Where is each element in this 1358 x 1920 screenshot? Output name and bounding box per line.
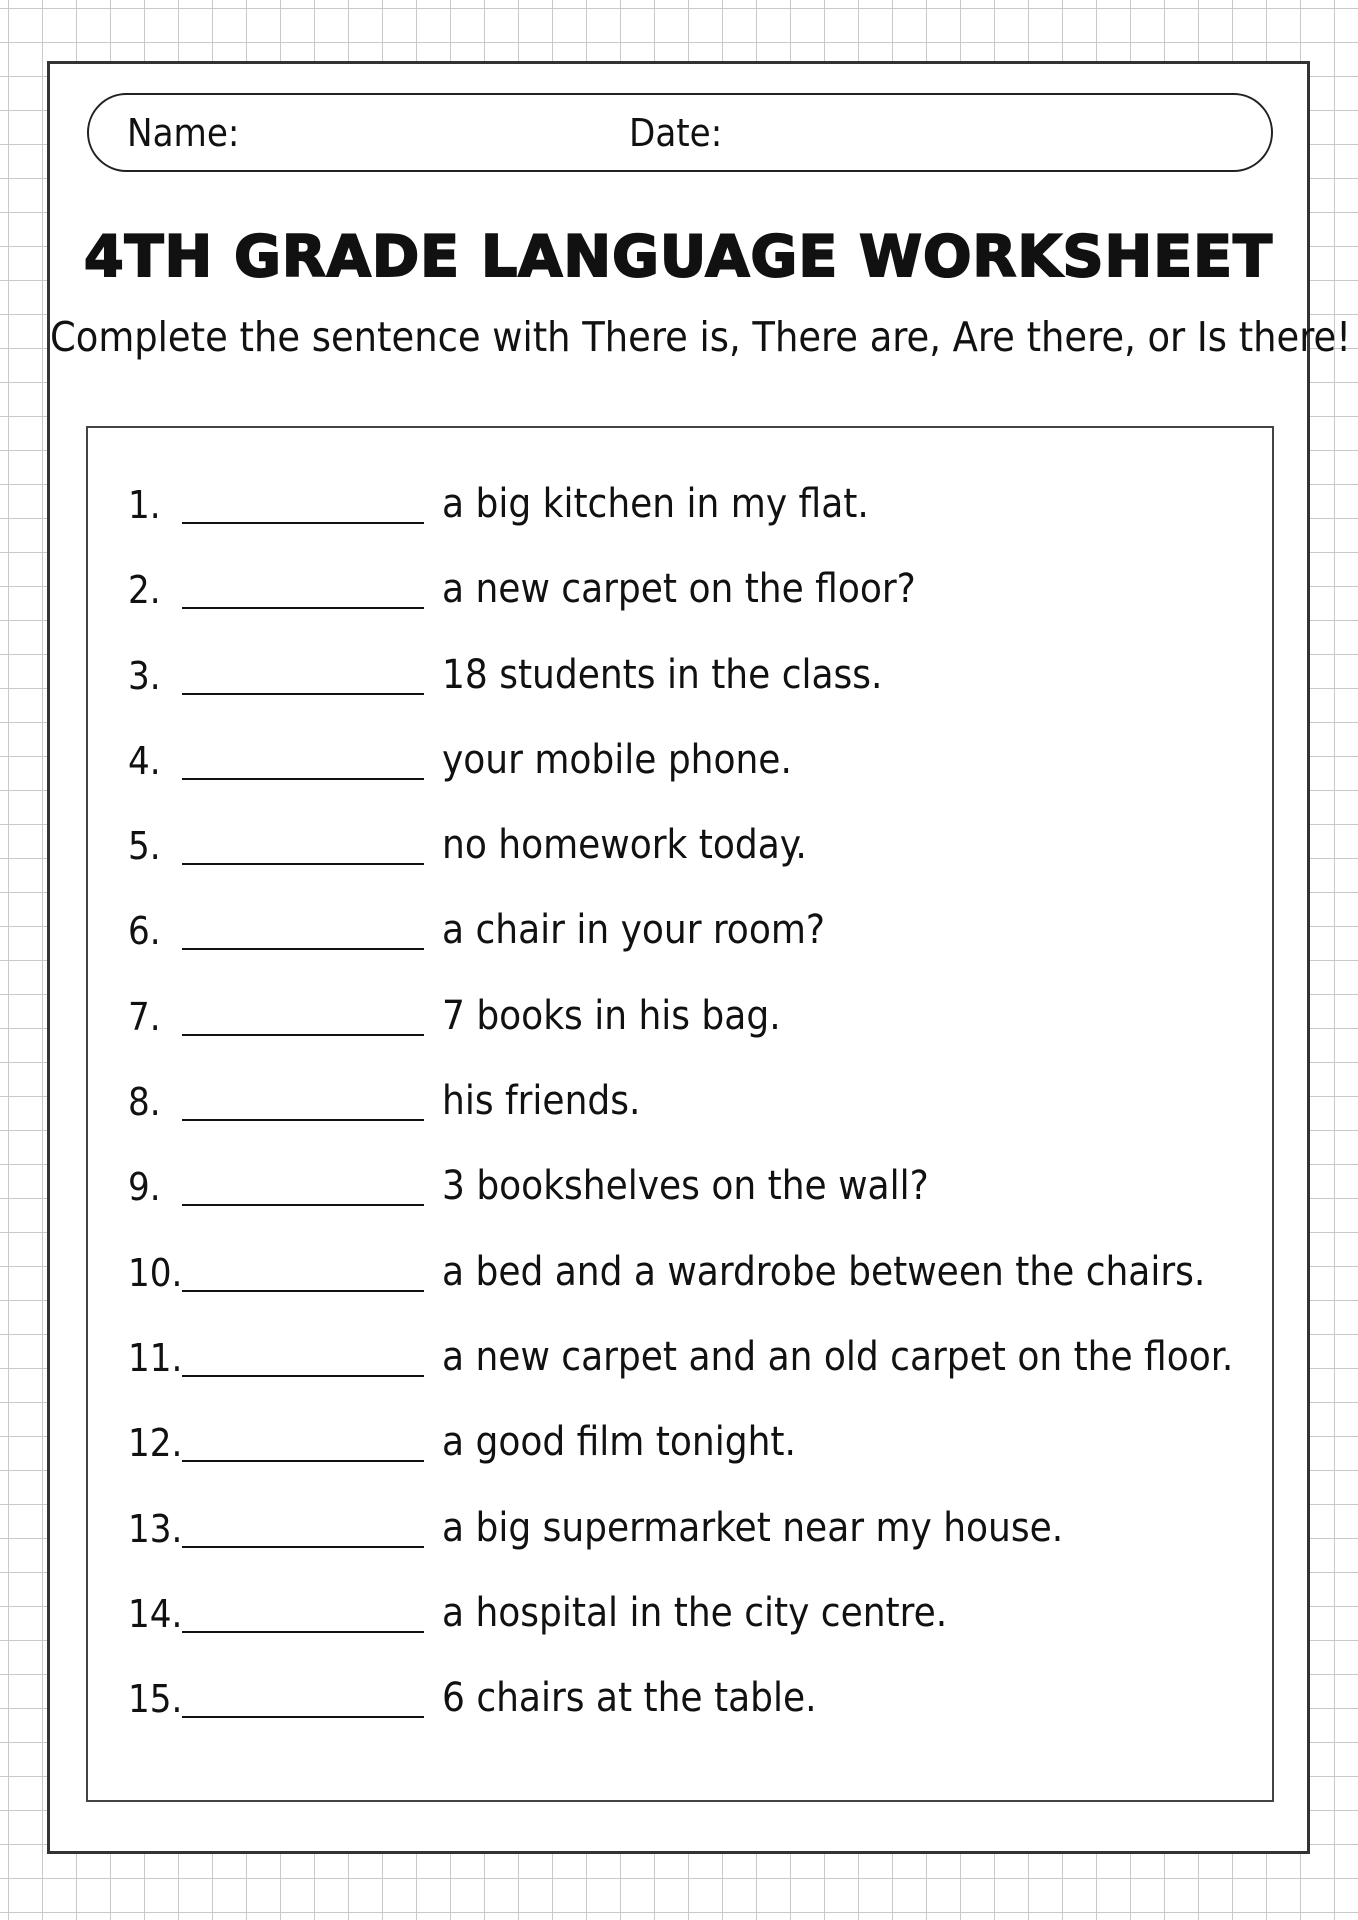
question-number: 10. (128, 1250, 183, 1295)
question-number: 9. (128, 1165, 161, 1210)
answer-blank[interactable] (182, 1631, 424, 1633)
answer-blank[interactable] (182, 1546, 424, 1548)
question-number: 13. (128, 1506, 183, 1551)
answer-blank[interactable] (182, 1716, 424, 1718)
question-text: a hospital in the city centre. (442, 1589, 948, 1636)
question-row (88, 553, 1272, 638)
answer-blank[interactable] (182, 948, 424, 950)
question-text: a chair in your room? (442, 907, 825, 954)
question-text: his friends. (442, 1078, 641, 1125)
name-date-bar (87, 93, 1273, 172)
question-number: 3. (128, 653, 161, 698)
answer-blank[interactable] (182, 863, 424, 865)
question-row (88, 1492, 1272, 1577)
question-row (88, 468, 1272, 553)
name-label: Name: (127, 111, 240, 155)
question-text: 3 bookshelves on the wall? (442, 1163, 929, 1210)
answer-blank[interactable] (182, 522, 424, 524)
question-row (88, 980, 1272, 1065)
answer-blank[interactable] (182, 1034, 424, 1036)
question-number: 14. (128, 1591, 183, 1636)
question-number: 4. (128, 738, 161, 783)
question-text: a bed and a wardrobe between the chairs. (442, 1248, 1206, 1295)
answer-blank[interactable] (182, 1460, 424, 1462)
question-number: 11. (128, 1335, 183, 1380)
answer-blank[interactable] (182, 1204, 424, 1206)
question-text: 6 chairs at the table. (442, 1675, 817, 1722)
answer-blank[interactable] (182, 778, 424, 780)
question-row (88, 1662, 1272, 1747)
worksheet-title: 4TH GRADE LANGUAGE WORKSHEET (83, 224, 1273, 290)
question-list (88, 468, 1272, 1747)
question-text: a new carpet and an old carpet on the floor. (442, 1333, 1234, 1380)
questions-box (86, 426, 1274, 1802)
question-number: 6. (128, 909, 161, 954)
question-row (88, 724, 1272, 809)
answer-blank[interactable] (182, 1290, 424, 1292)
question-row (88, 639, 1272, 724)
question-row (88, 894, 1272, 979)
question-text: a new carpet on the floor? (442, 566, 916, 613)
question-row (88, 1321, 1272, 1406)
question-number: 15. (128, 1677, 183, 1722)
answer-blank[interactable] (182, 1375, 424, 1377)
question-text: a big supermarket near my house. (442, 1504, 1064, 1551)
question-row (88, 1065, 1272, 1150)
instructions: Complete the sentence with There is, There are, Are there, or Is there! (50, 313, 1351, 361)
worksheet-page (47, 61, 1351, 1854)
question-row (88, 1406, 1272, 1491)
question-number: 12. (128, 1421, 183, 1466)
question-row (88, 1150, 1272, 1235)
question-number: 2. (128, 568, 161, 613)
question-number: 5. (128, 824, 161, 869)
question-row (88, 1577, 1272, 1662)
question-text: a big kitchen in my flat. (442, 481, 869, 527)
question-text: 18 students in the class. (442, 651, 883, 698)
question-row (88, 809, 1272, 894)
answer-blank[interactable] (182, 607, 424, 609)
question-text: no homework today. (442, 822, 807, 869)
question-number: 7. (128, 994, 161, 1039)
question-text: a good film tonight. (442, 1419, 796, 1466)
question-text: 7 books in his bag. (442, 992, 781, 1039)
question-number: 1. (128, 483, 161, 527)
answer-blank[interactable] (182, 693, 424, 695)
answer-blank[interactable] (182, 1119, 424, 1121)
date-label: Date: (629, 111, 723, 155)
question-row (88, 1236, 1272, 1321)
question-number: 8. (128, 1080, 161, 1125)
question-text: your mobile phone. (442, 736, 792, 783)
